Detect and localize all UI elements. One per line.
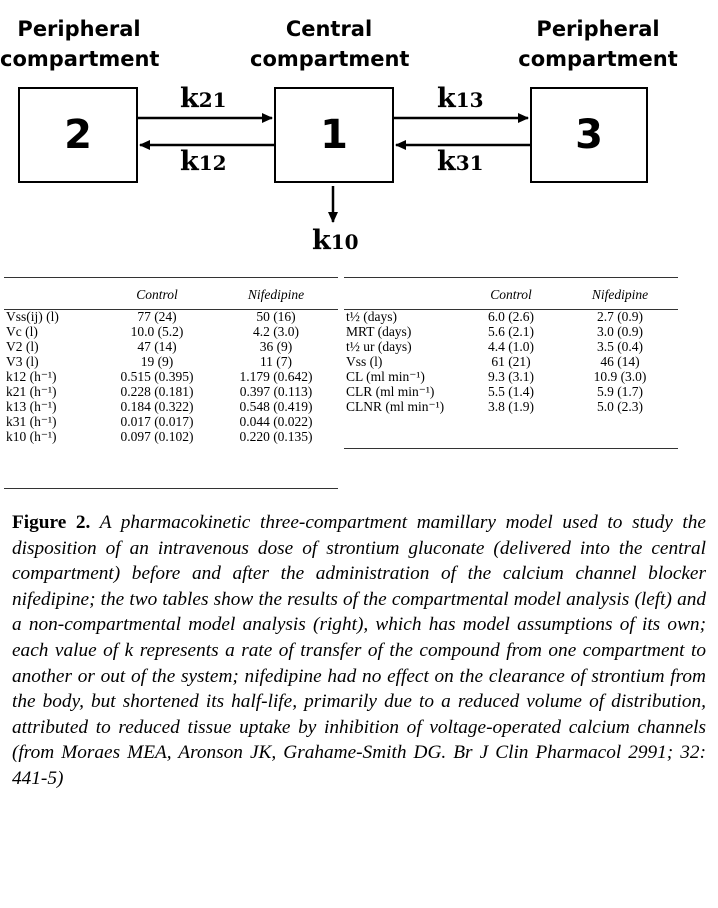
table-row bbox=[346, 354, 676, 369]
table-right-top-rule bbox=[344, 277, 678, 278]
compartment-3-label: 3 bbox=[575, 112, 603, 158]
control-value: 10.0 (5.2) bbox=[130, 324, 184, 339]
nifedipine-value: 0.220 (0.135) bbox=[239, 429, 313, 444]
control-value: 0.184 (0.322) bbox=[120, 399, 194, 414]
table-right-col-control: Control bbox=[490, 286, 532, 302]
table-right-header-row bbox=[346, 279, 676, 309]
nifedipine-value: 2.7 (0.9) bbox=[596, 309, 644, 324]
table-row bbox=[346, 369, 676, 384]
header-left-line1: Peripheral bbox=[17, 17, 141, 41]
table-left-col-control: Control bbox=[136, 286, 178, 302]
table-row bbox=[6, 399, 336, 414]
control-value: 5.5 (1.4) bbox=[487, 384, 535, 399]
nifedipine-value: 1.179 (0.642) bbox=[239, 369, 313, 384]
table-left-bottom-rule bbox=[4, 488, 338, 489]
header-right-line2: compartment bbox=[518, 47, 678, 71]
nifedipine-value: 3.0 (0.9) bbox=[596, 324, 644, 339]
row-label: t½ ur (days) bbox=[346, 339, 412, 354]
nifedipine-value: 5.0 (2.3) bbox=[596, 399, 644, 414]
control-value: 0.097 (0.102) bbox=[120, 429, 194, 444]
table-row bbox=[6, 309, 336, 324]
table-row bbox=[346, 309, 676, 324]
nifedipine-value: 0.548 (0.419) bbox=[239, 399, 313, 414]
rate-k31: k31 bbox=[437, 146, 484, 177]
nifedipine-value: 0.044 (0.022) bbox=[239, 414, 313, 429]
nifedipine-value: 46 (14) bbox=[600, 354, 640, 369]
control-value: 0.228 (0.181) bbox=[120, 384, 194, 399]
row-label: Vss (l) bbox=[346, 354, 383, 369]
row-label: k31 (h⁻¹) bbox=[6, 414, 57, 429]
control-value: 19 (9) bbox=[140, 354, 174, 369]
row-label: CLNR (ml min⁻¹) bbox=[346, 399, 445, 414]
rate-k12: k12 bbox=[180, 146, 227, 177]
table-row bbox=[6, 339, 336, 354]
row-label: MRT (days) bbox=[346, 324, 412, 339]
caption-text: A pharmacokinetic three-compartment mamillary model used to study the disposition of an intravenous dose of strontium gluconate (delivered into the central compartment) before and after the administration of the calcium channel blocker nifedipine; the two tables show the results of the compartmental model analysis (left) and a non-compartmental model analysis (right), which has model assumptions of its own; each value of k represents a rate of transfer of the compound from one compartment to another or out of the system; nifedipine had no effect on the clearance of strontium from the body, but shortened its half-life, primarily due to a reduced volume of distribution, attributed to reduced tissue uptake by inhibition of voltage-operated calcium channels (from Moraes MEA, Aronson JK, Grahame-Smith DG. Br J Clin Pharmacol 2991; 32: 441-5) bbox=[12, 512, 706, 789]
control-value: 4.4 (1.0) bbox=[487, 339, 535, 354]
table-left-col-nifedipine: Nifedipine bbox=[247, 286, 305, 302]
header-center-line1: Central bbox=[285, 17, 373, 41]
row-label: k13 (h⁻¹) bbox=[6, 399, 57, 414]
nifedipine-value: 10.9 (3.0) bbox=[593, 369, 647, 384]
row-label: CL (ml min⁻¹) bbox=[346, 369, 425, 384]
table-row bbox=[6, 354, 336, 369]
control-value: 6.0 (2.6) bbox=[487, 309, 535, 324]
nifedipine-value: 5.9 (1.7) bbox=[596, 384, 644, 399]
table-row bbox=[6, 429, 336, 444]
control-value: 5.6 (2.1) bbox=[487, 324, 535, 339]
nifedipine-value: 50 (16) bbox=[256, 309, 296, 324]
table-right-bottom-rule bbox=[344, 448, 678, 449]
table-compartmental bbox=[6, 279, 336, 444]
row-label: Vss(ij) (l) bbox=[6, 309, 59, 324]
table-row bbox=[346, 324, 676, 339]
table-left-top-rule bbox=[4, 277, 338, 278]
nifedipine-value: 3.5 (0.4) bbox=[596, 339, 644, 354]
header-left-line2: compartment bbox=[0, 47, 160, 71]
caption-label: Figure 2. bbox=[12, 512, 91, 533]
header-center-line2: compartment bbox=[250, 47, 410, 71]
row-label: V3 (l) bbox=[6, 354, 39, 369]
compartment-1-label: 1 bbox=[320, 112, 348, 158]
control-value: 0.515 (0.395) bbox=[120, 369, 194, 384]
table-row bbox=[6, 369, 336, 384]
rate-k13: k13 bbox=[437, 83, 484, 114]
table-left-header-row bbox=[6, 279, 336, 309]
row-label: Vc (l) bbox=[6, 324, 38, 339]
control-value: 3.8 (1.9) bbox=[487, 399, 535, 414]
control-value: 47 (14) bbox=[137, 339, 177, 354]
table-right-col-0 bbox=[346, 279, 458, 309]
control-value: 9.3 (3.1) bbox=[487, 369, 535, 384]
control-value: 0.017 (0.017) bbox=[120, 414, 194, 429]
table-row bbox=[6, 324, 336, 339]
rate-k10: k10 bbox=[312, 225, 359, 256]
nifedipine-value: 11 (7) bbox=[259, 354, 293, 369]
table-left-col-0 bbox=[6, 279, 98, 309]
compartment-1-box bbox=[274, 87, 394, 183]
compartment-2-label: 2 bbox=[64, 112, 92, 158]
rate-k21: k21 bbox=[180, 83, 227, 114]
row-label: V2 (l) bbox=[6, 339, 39, 354]
nifedipine-value: 0.397 (0.113) bbox=[239, 384, 313, 399]
row-label: k21 (h⁻¹) bbox=[6, 384, 57, 399]
control-value: 61 (21) bbox=[491, 354, 531, 369]
table-row bbox=[6, 414, 336, 429]
table-row bbox=[346, 399, 676, 414]
table-row bbox=[346, 339, 676, 354]
header-right-line1: Peripheral bbox=[536, 17, 660, 41]
table-noncompartmental bbox=[346, 279, 676, 414]
table-row bbox=[346, 384, 676, 399]
nifedipine-value: 36 (9) bbox=[259, 339, 293, 354]
row-label: t½ (days) bbox=[346, 309, 397, 324]
row-label: k10 (h⁻¹) bbox=[6, 429, 57, 444]
compartment-2-box bbox=[18, 87, 138, 183]
control-value: 77 (24) bbox=[137, 309, 177, 324]
nifedipine-value: 4.2 (3.0) bbox=[252, 324, 300, 339]
row-label: CLR (ml min⁻¹) bbox=[346, 384, 435, 399]
row-label: k12 (h⁻¹) bbox=[6, 369, 57, 384]
compartment-3-box bbox=[530, 87, 648, 183]
table-right-col-nifedipine: Nifedipine bbox=[591, 286, 649, 302]
table-row bbox=[6, 384, 336, 399]
figure-caption bbox=[12, 510, 706, 792]
